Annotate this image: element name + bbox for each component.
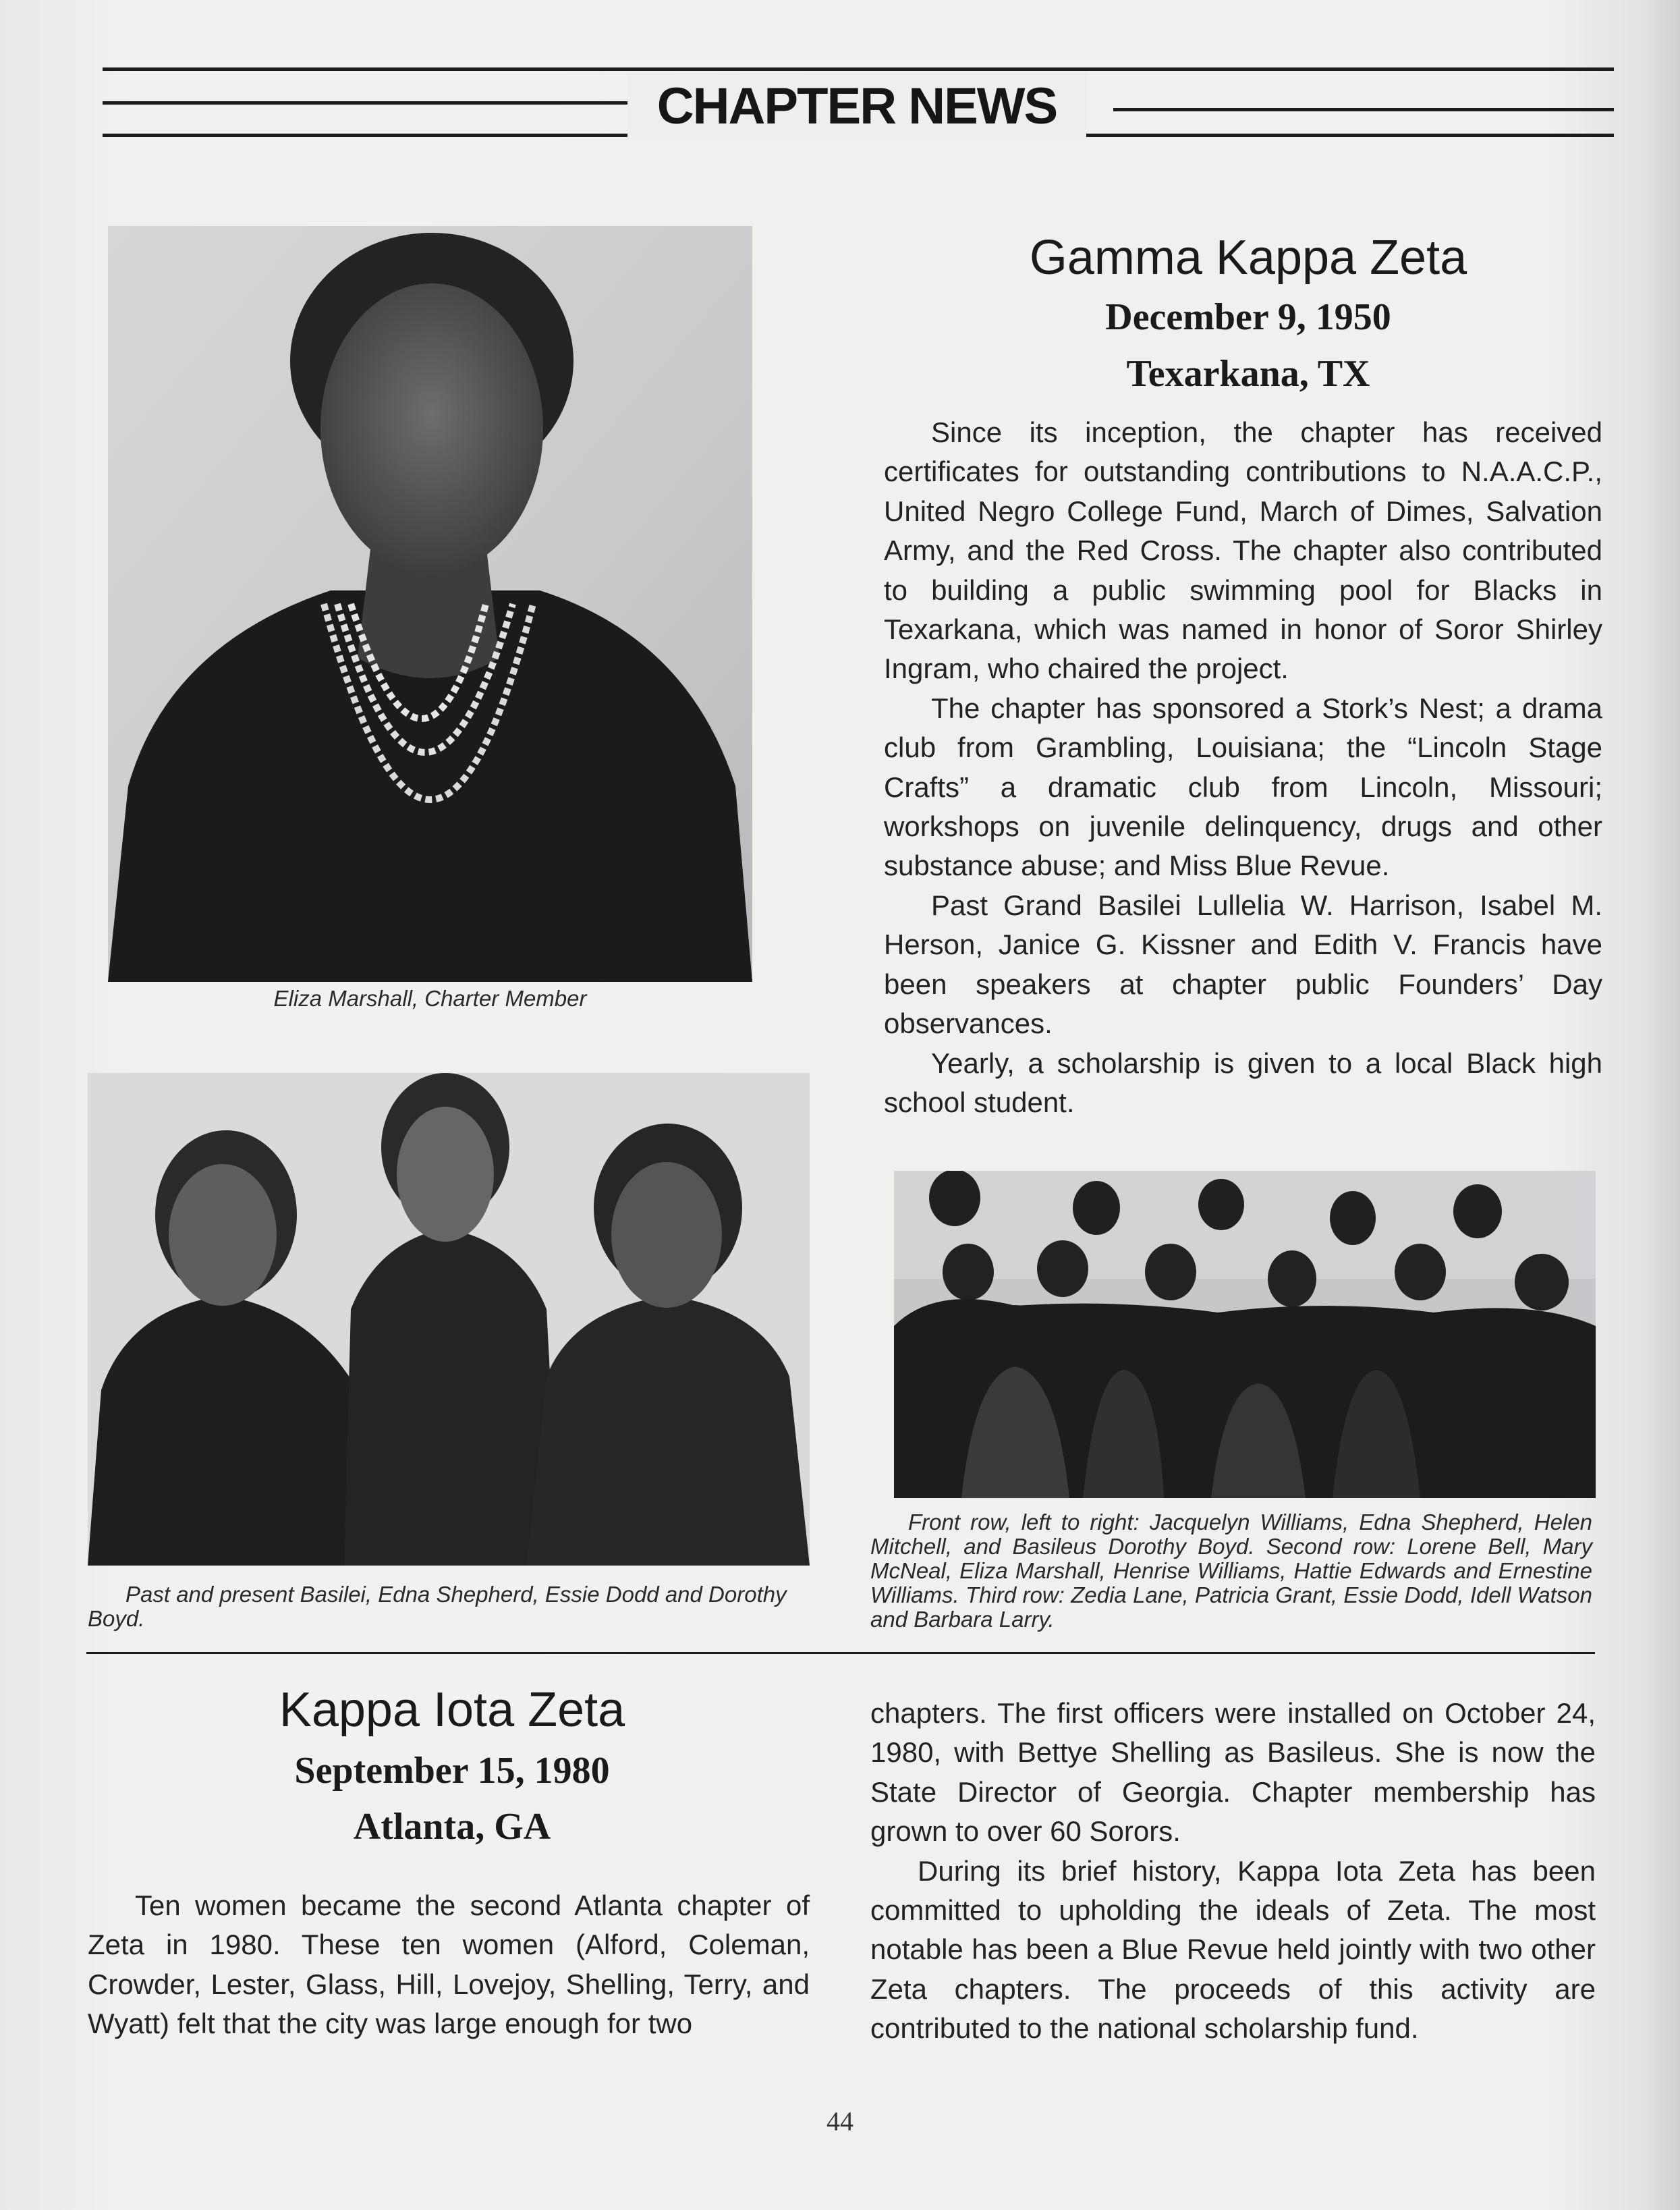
kappa-iota-zeta-right-body [870,1694,1596,2049]
gamma-kappa-zeta-place: Texarkana, TX [1126,353,1370,395]
kappa-iota-zeta-left-body [88,1886,810,2044]
gamma-kappa-zeta-paragraph: Past Grand Basilei Lullelia W. Harrison, Isabel M. Herson, Janice G. Kissner and Edith V. Francis have been speakers at chapter public Founders’ Day observances. [884,889,1602,1040]
kappa-iota-zeta-paragraph: During its brief history, Kappa Iota Zeta has been committed to upholding the ideals of Zeta. The most notable has been a Blue Revue held jointly with two other Zeta chapters. The proceeds of this activity are contributed to the national scholarship fund. [870,1854,1596,2045]
kappa-iota-zeta-place: Atlanta, GA [353,1806,551,1848]
kappa-iota-zeta-paragraph: Ten women became the second Atlanta chapter of Zeta in 1980. These ten women (Alford, Coleman, Crowder, Lester, Glass, Hill, Lovejoy, Shelling, Terry, and Wyatt) felt that the city was large enough for two [88,1889,810,2040]
gamma-kappa-zeta-name: Gamma Kappa Zeta [1029,231,1467,285]
group-caption: Front row, left to right: Jacquelyn Williams, Edna Shepherd, Helen Mitchell, and Basileus Dorothy Boyd. Second row: Lorene Bell, Mary McNeal, Eliza Marshall, Henrise Williams, Hattie Edwards and Ernestine Williams. Third row: Zedia Lane, Patricia Grant, Essie Dodd, Idell Watson and Barbara Larry. [870,1510,1592,1632]
kappa-iota-zeta-date: September 15, 1980 [294,1750,610,1792]
header-rule-right [1113,108,1614,111]
group-photo [894,1171,1596,1498]
kappa-iota-zeta-name: Kappa Iota Zeta [279,1683,625,1737]
section-title: CHAPTER NEWS [627,73,1086,140]
kappa-iota-zeta-paragraph: chapters. The first officers were installed on October 24, 1980, with Bettye Shelling as Basileus. She is now the State Director of Georgia. Chapter membership has grown to over 60 Sorors. [870,1697,1596,1848]
section-divider [86,1652,1595,1654]
header-rule-top [103,67,1614,71]
basilei-photo [88,1073,810,1566]
header-rule-left [103,101,636,105]
gamma-kappa-zeta-body [884,413,1602,1122]
charter-member-caption: Eliza Marshall, Charter Member [273,986,587,1011]
charter-member-photo [108,226,752,982]
gamma-kappa-zeta-paragraph: Since its inception, the chapter has received certificates for outstanding contributions to N.A.A.C.P., United Negro College Fund, March of Dimes, Salvation Army, and the Red Cross. The chapter also contributed to building a public swimming pool for Blacks in Texarkana, which was named in honor of Soror Shirley Ingram, who chaired the project. [884,416,1602,685]
gamma-kappa-zeta-paragraph: Yearly, a scholarship is given to a local Black high school student. [884,1047,1602,1118]
gamma-kappa-zeta-paragraph: The chapter has sponsored a Stork’s Nest; a drama club from Grambling, Louisiana; the “Lincoln Stage Crafts” a dramatic club from Lincoln, Missouri; workshops on juvenile delinquency, drugs and other substance abuse; and Miss Blue Revue. [884,692,1602,882]
gamma-kappa-zeta-date: December 9, 1950 [1105,296,1391,338]
page-number: 44 [827,2106,853,2136]
basilei-caption: Past and present Basilei, Edna Shepherd, Essie Dodd and Dorothy Boyd. [88,1582,787,1631]
